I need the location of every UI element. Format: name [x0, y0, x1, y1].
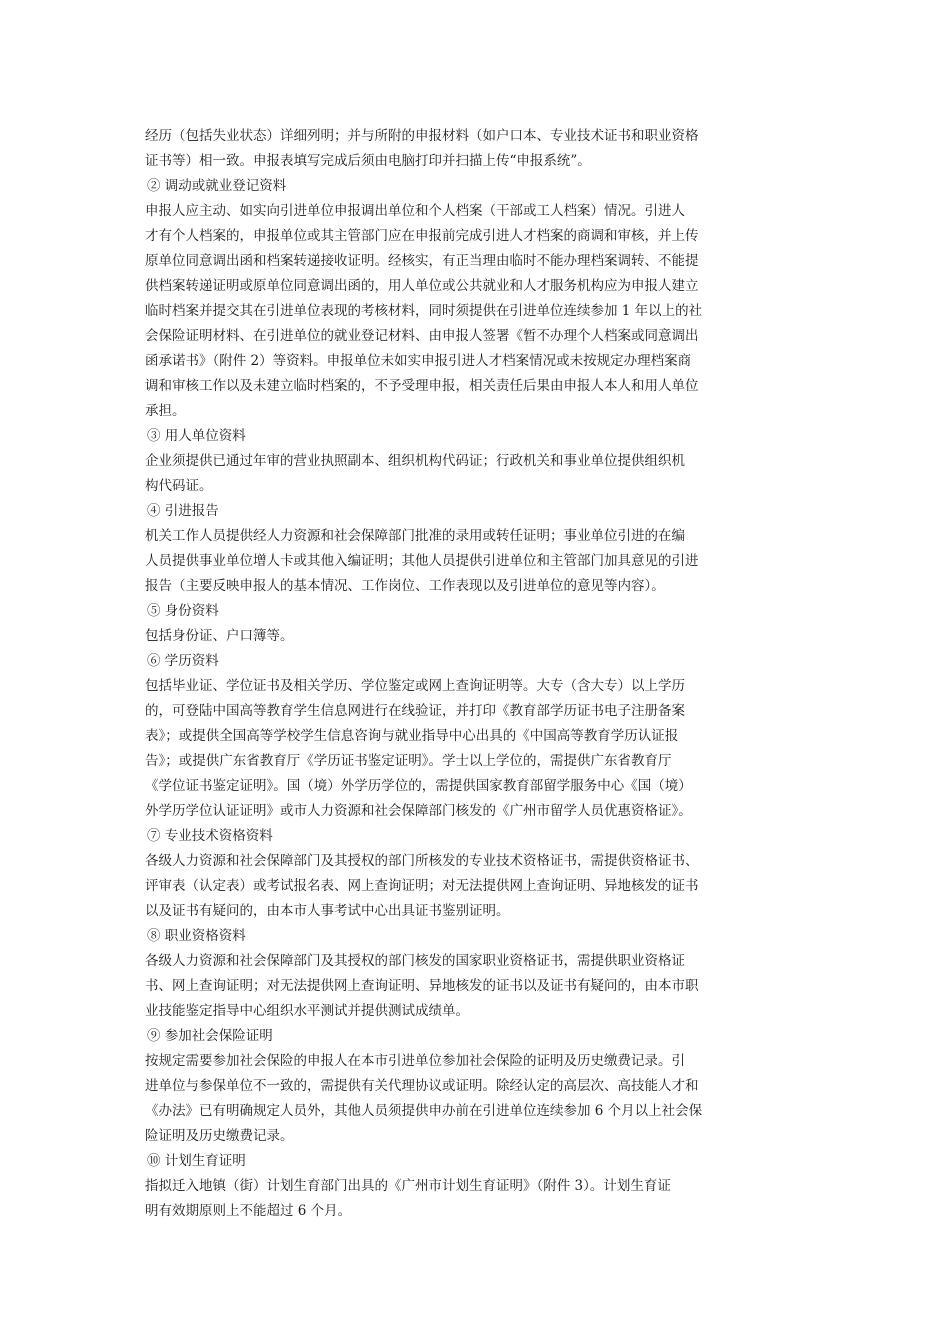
text-line: 报告（主要反映申报人的基本情况、工作岗位、工作表现以及引进单位的意见等内容）。: [145, 578, 665, 594]
section-paragraph: [145, 624, 815, 649]
section-heading: ⑨ 参加社会保险证明: [147, 1028, 273, 1044]
section-heading: ⑧ 职业资格资料: [147, 928, 246, 944]
text-line: 《办法》已有明确规定人员外，其他人员须提供申办前在引进单位连续参加 6 个月以上社会保: [145, 1103, 703, 1119]
text-line: 告》；或提供广东省教育厅《学历证书鉴定证明》。学士以上学位的，需提供广东省教育厅: [145, 753, 672, 769]
text-line: 进单位与参保单位不一致的，需提供有关代理协议或证明。除经认定的高层次、高技能人才和: [145, 1078, 699, 1094]
section-heading: ③ 用人单位资料: [147, 428, 246, 444]
text-line: 会保险证明材料、在引进单位的就业登记材料、由申报人签署《暂不办理个人档案或同意调出: [145, 328, 699, 344]
text-line: 经历（包括失业状态）详细列明；并与所附的申报材料（如户口本、专业技术证书和职业资格: [145, 128, 699, 144]
section-heading: ⑩ 计划生育证明: [147, 1153, 246, 1169]
section-heading: ④ 引进报告: [147, 503, 219, 519]
section-paragraph: [145, 1049, 815, 1149]
section-paragraph: [145, 199, 815, 424]
text-line: 临时档案并提交其在引进单位表现的考核材料，同时须提供在引进单位连续参加 1 年以上的社: [145, 303, 703, 319]
section-paragraph: [145, 849, 815, 924]
section-heading: ⑤ 身份资料: [147, 603, 219, 619]
text-line: 的，可登陆中国高等教育学生信息网进行在线验证，并打印《教育部学历证书电子注册备案: [145, 703, 685, 719]
text-line: 各级人力资源和社会保障部门及其授权的部门所核发的专业技术资格证书，需提供资格证书、: [145, 853, 699, 869]
text-line: 人员提供事业单位增人卡或其他入编证明；其他人员提供引进单位和主管部门加具意见的引进: [145, 553, 699, 569]
text-line: 申报人应主动、如实向引进单位申报调出单位和个人档案（干部或工人档案）情况。引进人: [145, 203, 685, 219]
sections-container: [145, 174, 815, 1224]
section-paragraph: [145, 449, 815, 499]
text-line: 指拟迁入地镇（街）计划生育部门出具的《广州市计划生育证明》（附件 3）。计划生育证: [145, 1178, 671, 1194]
text-line: 《学位证书鉴定证明》。国（境）外学历学位的，需提供国家教育部留学服务中心《国（境）: [145, 778, 692, 794]
text-line: 机关工作人员提供经人力资源和社会保障部门批准的录用或转任证明；事业单位引进的在编: [145, 528, 685, 544]
text-line: 评审表（认定表）或考试报名表、网上查询证明；对无法提供网上查询证明、异地核发的证书: [145, 878, 699, 894]
document-page: [145, 124, 815, 1224]
text-line: 企业须提供已通过年审的营业执照副本、组织机构代码证；行政机关和事业单位提供组织机: [145, 453, 685, 469]
text-line: 构代码证。: [145, 478, 213, 494]
text-line: 按规定需要参加社会保险的申报人在本市引进单位参加社会保险的证明及历史缴费记录。引: [145, 1053, 685, 1069]
text-line: 外学历学位认证证明》或市人力资源和社会保障部门核发的《广州市留学人员优惠资格证》。: [145, 803, 692, 819]
text-line: 承担。: [145, 403, 186, 419]
text-line: 才有个人档案的，申报单位或其主管部门应在申报前完成引进人才档案的商调和审核，并上传: [145, 228, 699, 244]
text-line: 调和审核工作以及未建立临时档案的，不予受理申报，相关责任后果由申报人本人和用人单位: [145, 378, 699, 394]
text-line: 包括毕业证、学位证书及相关学历、学位鉴定或网上查询证明等。大专（含大专）以上学历: [145, 678, 685, 694]
text-line: 原单位同意调出函和档案转递接收证明。经核实，有正当理由临时不能办理档案调转、不能提: [145, 253, 699, 269]
section-paragraph: [145, 674, 815, 824]
section-paragraph: [145, 949, 815, 1024]
text-line: 业技能鉴定指导中心组织水平测试并提供测试成绩单。: [145, 1003, 469, 1019]
intro-paragraph: [145, 124, 815, 174]
text-line: 证书等）相一致。申报表填写完成后须由电脑打印并扫描上传“申报系统”。: [145, 153, 591, 169]
section-paragraph: [145, 524, 815, 599]
text-line: 以及证书有疑问的，由本市人事考试中心出具证书鉴别证明。: [145, 903, 510, 919]
text-line: 险证明及历史缴费记录。: [145, 1128, 294, 1144]
section-heading: ⑦ 专业技术资格资料: [147, 828, 273, 844]
text-line: 表》；或提供全国高等学校学生信息咨询与就业指导中心出具的《中国高等教育学历认证报: [145, 728, 679, 744]
section-heading: ② 调动或就业登记资料: [147, 178, 287, 194]
text-line: 函承诺书》（附件 2）等资料。申报单位未如实申报引进人才档案情况或未按规定办理档案商: [145, 353, 692, 369]
section-heading: ⑥ 学历资料: [147, 653, 219, 669]
text-line: 明有效期原则上不能超过 6 个月。: [145, 1203, 352, 1219]
text-line: 包括身份证、户口簿等。: [145, 628, 294, 644]
text-line: 各级人力资源和社会保障部门及其授权的部门核发的国家职业资格证书，需提供职业资格证: [145, 953, 685, 969]
text-line: 书、网上查询证明；对无法提供网上查询证明、异地核发的证书以及证书有疑问的，由本市职: [145, 978, 699, 994]
text-line: 供档案转递证明或原单位同意调出函的，用人单位或公共就业和人才服务机构应为申报人建立: [145, 278, 699, 294]
section-paragraph: [145, 1174, 815, 1224]
